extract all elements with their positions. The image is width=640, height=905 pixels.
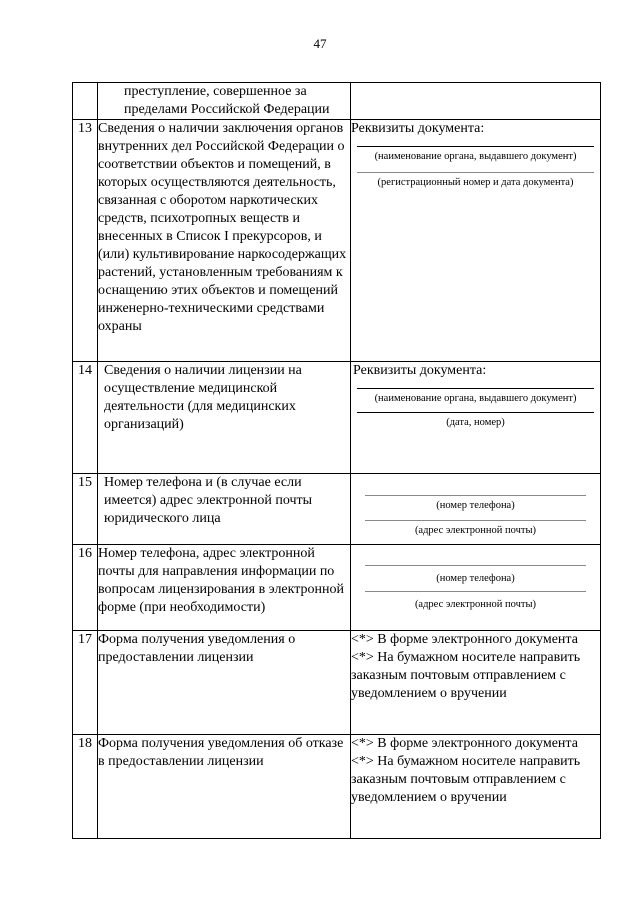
row-number: 16 <box>73 545 98 631</box>
row-description: Номер телефона и (в случае если имеется) адрес электронной почты юридического лица <box>98 474 351 545</box>
date-number-field[interactable] <box>357 412 594 413</box>
field-caption: (номер телефона) <box>436 500 515 511</box>
row-description: Сведения о наличии лицензии на осуществление медицинской деятельности (для медицинских организаций) <box>98 362 351 474</box>
option-electronic[interactable]: <*> В форме электронного документа <box>351 632 578 647</box>
row-description: Номер телефона, адрес электронной почты для направления информации по вопросам лицензирования в электронной форме (при необходимости) <box>98 545 351 631</box>
row-description: Форма получения уведомления о предоставлении лицензии <box>98 631 351 735</box>
document-issuer-field[interactable] <box>357 146 594 147</box>
row-value <box>351 631 601 735</box>
row-number <box>73 83 98 120</box>
registration-number-date-field[interactable] <box>357 172 594 173</box>
row-number: 13 <box>73 120 98 362</box>
row-number: 18 <box>73 735 98 839</box>
row-value <box>351 735 601 839</box>
row-description: Сведения о наличии заключения органов внутренних дел Российской Федерации о соответствии объектов и помещений, в которых осуществляются деятельность, связанная с оборотом наркотических средств, психотропных веществ и внесенных в Список I прекурсоров, и (или) культивирование наркосодержащих растений, установленным требованиям к оснащению этих объектов и помещений инженерно-техническими средствами охраны <box>98 120 351 362</box>
requisites-label: Реквизиты документа: <box>351 121 485 136</box>
row-value <box>351 362 601 474</box>
row-number: 14 <box>73 362 98 474</box>
option-electronic[interactable]: <*> В форме электронного документа <box>351 736 578 751</box>
field-caption: (наименование органа, выдавшего документ) <box>374 151 577 162</box>
page-number: 47 <box>313 36 327 51</box>
field-caption: (адрес электронной почты) <box>414 599 537 610</box>
option-paper-mail[interactable]: <*> На бумажном носителе направить заказным почтовым отправлением с уведомлением о вручении <box>351 650 581 701</box>
phone-field[interactable] <box>365 565 586 566</box>
row-value <box>351 474 601 545</box>
row-number: 17 <box>73 631 98 735</box>
email-field[interactable] <box>365 591 586 592</box>
field-caption: (дата, номер) <box>446 417 505 428</box>
row-value <box>351 83 601 120</box>
field-caption: (регистрационный номер и дата документа) <box>377 177 574 188</box>
table-row <box>73 474 601 545</box>
field-caption: (номер телефона) <box>436 573 515 584</box>
row-description: Форма получения уведомления об отказе в предоставлении лицензии <box>98 735 351 839</box>
option-paper-mail[interactable]: <*> На бумажном носителе направить заказным почтовым отправлением с уведомлением о вручении <box>351 754 581 805</box>
table-row <box>73 545 601 631</box>
field-caption: (адрес электронной почты) <box>414 525 537 536</box>
email-field[interactable] <box>365 520 586 521</box>
table-row <box>73 735 601 839</box>
document-issuer-field[interactable] <box>357 388 594 389</box>
table-row <box>73 362 601 474</box>
row-value <box>351 545 601 631</box>
row-value <box>351 120 601 362</box>
phone-field[interactable] <box>365 495 586 496</box>
table-row <box>73 120 601 362</box>
table-row <box>73 83 601 120</box>
requisites-label: Реквизиты документа: <box>353 363 487 378</box>
field-caption: (наименование органа, выдавшего документ) <box>374 393 577 404</box>
row-description: преступление, совершенное за пределами Российской Федерации <box>98 83 351 120</box>
table-row <box>73 631 601 735</box>
row-number: 15 <box>73 474 98 545</box>
application-form-table <box>72 82 601 839</box>
